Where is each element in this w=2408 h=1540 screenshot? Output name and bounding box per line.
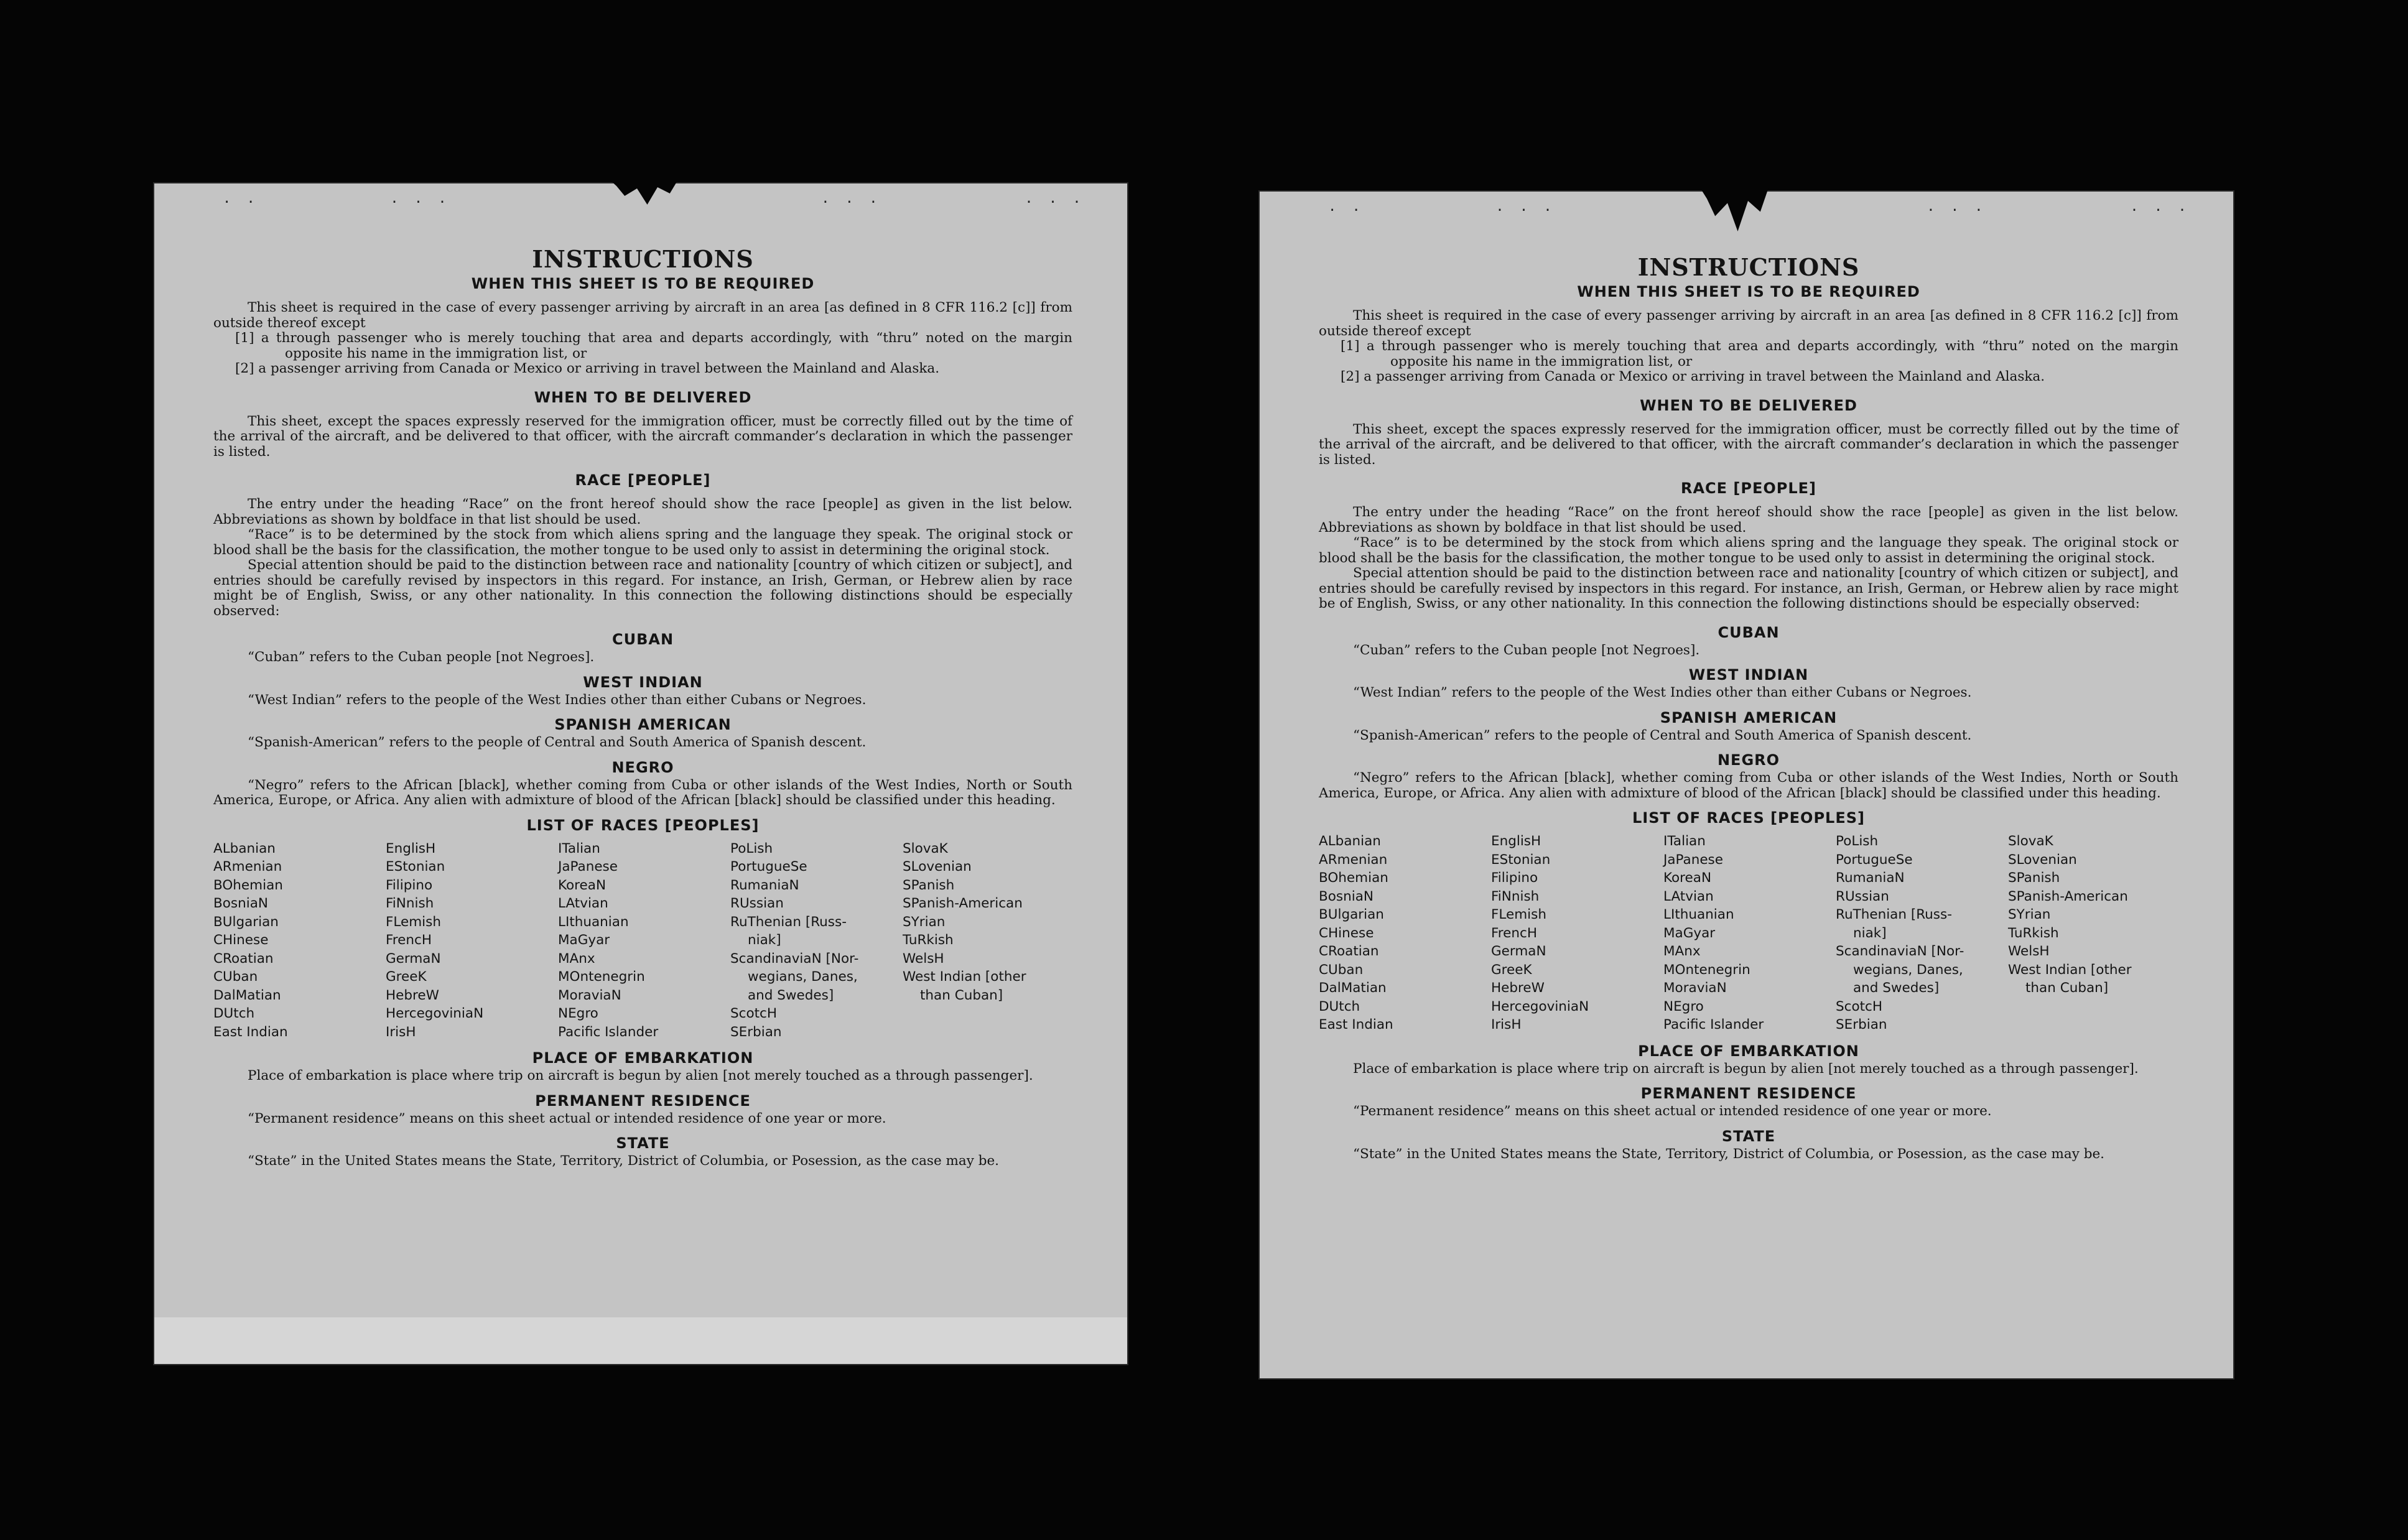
- race-item: FLemish: [1491, 907, 1546, 922]
- race-item: PoLish: [730, 840, 773, 856]
- race-item: FiNnish: [386, 896, 434, 911]
- race-item: PortugueSe: [1836, 851, 1913, 868]
- punch-marks: . . . . . . . . . . .: [223, 191, 1085, 206]
- required-item-1: [1] a through passenger who is merely touching that area and departs accordingly, with “thru” noted on the margin opposite his name in the immigration list, or: [1341, 338, 2178, 369]
- race-item: HebreW: [1491, 980, 1545, 996]
- race-item: MaGyar: [1663, 925, 1716, 941]
- race-item: SLovenian: [2008, 851, 2077, 868]
- heading-west-indian: WEST INDIAN: [583, 673, 703, 691]
- west-indian-text: “West Indian” refers to the people of the West Indies other than either Cubans or Negroes.: [248, 692, 867, 708]
- race-paragraph-1: The entry under the heading “Race” on the front hereof should show the race [people] as given in the list below. Abbreviations as shown by boldface in that list should be used.: [213, 496, 1072, 527]
- embarkation-text: Place of embarkation is place where trip on aircraft is begun by alien [not merely touched as a through passenger].: [248, 1068, 1033, 1083]
- race-item: Filipino: [1491, 870, 1538, 886]
- race-item: LIthuanian: [558, 914, 629, 930]
- race-item: ScandinaviaN [Nor-: [1836, 944, 1964, 959]
- heading-residence: PERMANENT RESIDENCE: [1640, 1085, 1857, 1102]
- race-item: RuThenian [Russ-: [730, 914, 847, 930]
- race-item: SYrian: [903, 914, 946, 930]
- races-column-4: [1836, 832, 2008, 1034]
- race-item: EStonian: [1491, 851, 1551, 868]
- race-item: BUlgarian: [213, 914, 279, 930]
- race-item: ITalian: [558, 840, 600, 856]
- race-item: IrisH: [386, 1024, 416, 1040]
- page-title: INSTRUCTIONS: [532, 245, 754, 273]
- race-item: IrisH: [1491, 1017, 1522, 1032]
- race-item: FiNnish: [1491, 888, 1540, 904]
- race-item: SErbian: [1836, 1017, 1887, 1032]
- race-item: TuRkish: [903, 932, 954, 948]
- cuban-text: “Cuban” refers to the Cuban people [not Negroes].: [1353, 642, 1700, 658]
- heading-spanish-american: SPANISH AMERICAN: [1660, 708, 1838, 726]
- races-column-2: [386, 840, 558, 1042]
- page-title: INSTRUCTIONS: [1637, 253, 1860, 281]
- race-paragraph-1: The entry under the heading “Race” on the front hereof should show the race [people] as given in the list below. Abbreviations as shown by boldface in that list should be used.: [1319, 504, 2178, 536]
- races-column-2: [1491, 832, 1663, 1034]
- race-item: than Cuban]: [920, 987, 1003, 1003]
- race-paragraph-2: “Race” is to be determined by the stock from which aliens spring and the language they speak. The original stock or blood shall be the basis for the classification, the mother tongue to be used only to assist in determining the original stock.: [213, 527, 1072, 558]
- document-page-left: [154, 183, 1127, 1364]
- races-column-3: [558, 840, 730, 1042]
- race-item: KoreaN: [558, 877, 607, 893]
- delivered-text: This sheet, except the spaces expressly reserved for the immigration officer, must be correctly filled out by the time of the arrival of the aircraft, and be delivered to that officer, with the aircraft commander’s declaration in which the passenger is listed.: [1319, 421, 2178, 468]
- race-item: NEgro: [558, 1006, 598, 1021]
- race-item: DalMatian: [213, 987, 281, 1003]
- race-item: CRoatian: [213, 950, 274, 967]
- race-item: SPanish-American: [2008, 888, 2128, 904]
- races-column-1: [1319, 832, 1491, 1034]
- embarkation-text: Place of embarkation is place where trip on aircraft is begun by alien [not merely touched as a through passenger].: [1353, 1060, 2139, 1077]
- race-item: MOntenegrin: [1663, 962, 1750, 978]
- races-column-4: [730, 840, 903, 1042]
- heading-delivered: WHEN TO BE DELIVERED: [1640, 396, 1857, 414]
- heading-spanish-american: SPANISH AMERICAN: [554, 716, 732, 733]
- race-item: CHinese: [1319, 925, 1374, 941]
- required-item-2: [2] a passenger arriving from Canada or Mexico or arriving in travel between the Mainland and Alaska.: [1341, 369, 2045, 384]
- heading-race: RACE [PEOPLE]: [1680, 480, 1817, 497]
- required-intro: This sheet is required in the case of every passenger arriving by aircraft in an area [as defined in 8 CFR 116.2 [c]] from outside thereof except: [1319, 308, 2178, 339]
- required-item-1: [1] a through passenger who is merely touching that area and departs accordingly, with “thru” noted on the margin opposite his name in the immigration list, or: [235, 330, 1072, 361]
- race-item: MoraviaN: [1663, 980, 1727, 996]
- race-item: EnglisH: [386, 840, 436, 856]
- race-item: wegians, Danes,: [1853, 962, 1963, 978]
- race-item: East Indian: [1319, 1017, 1393, 1032]
- race-item: ARmenian: [213, 859, 282, 874]
- spanish-american-text: “Spanish-American” refers to the people of Central and South America of Spanish descent.: [248, 735, 867, 750]
- race-item: PoLish: [1836, 833, 1879, 849]
- race-item: ScotcH: [730, 1006, 778, 1021]
- race-item: ITalian: [1663, 833, 1706, 849]
- race-item: CUban: [213, 969, 258, 985]
- race-paragraph-3: Special attention should be paid to the distinction between race and nationality [country of which citizen or subject], and entries should be carefully revised by inspectors in this regard. For instance, an Irish, German, or Hebrew alien by race might be of English, Swiss, or any other nationality. In this connection the following distinctions should be especially observed:: [213, 557, 1072, 619]
- races-column-5: [903, 840, 1075, 1042]
- race-item: than Cuban]: [2025, 980, 2109, 996]
- race-item: HebreW: [386, 987, 439, 1003]
- race-item: FrencH: [1491, 925, 1538, 941]
- heading-negro: NEGRO: [1717, 751, 1780, 769]
- required-intro: This sheet is required in the case of every passenger arriving by aircraft in an area [as defined in 8 CFR 116.2 [c]] from outside thereof except: [213, 300, 1072, 331]
- race-item: GermaN: [1491, 944, 1546, 959]
- race-item: NEgro: [1663, 998, 1704, 1014]
- document-page-right: [1260, 192, 2233, 1378]
- race-item: SlovaK: [2008, 833, 2053, 849]
- negro-text: “Negro” refers to the African [black], whether coming from Cuba or other islands of the West Indies, North or South America, Europe, or Africa. Any alien with admixture of blood of the African [black] should be classified under this heading.: [213, 777, 1072, 808]
- race-item: Pacific Islander: [1663, 1017, 1764, 1032]
- race-item: BosniaN: [213, 896, 268, 911]
- heading-required: WHEN THIS SHEET IS TO BE REQUIRED: [1577, 283, 1920, 300]
- race-item: SPanish: [903, 877, 955, 893]
- heading-cuban: CUBAN: [1718, 623, 1780, 641]
- race-item: niak]: [1853, 925, 1887, 941]
- race-item: MaGyar: [558, 932, 610, 948]
- race-item: ARmenian: [1319, 851, 1388, 868]
- race-item: MAnx: [1663, 944, 1701, 959]
- race-item: WelsH: [903, 950, 944, 967]
- race-item: CUban: [1319, 962, 1364, 978]
- race-item: and Swedes]: [748, 987, 834, 1003]
- race-item: MOntenegrin: [558, 969, 645, 985]
- race-item: GreeK: [386, 969, 427, 985]
- race-item: SLovenian: [903, 859, 972, 874]
- race-item: HercegoviniaN: [1491, 998, 1589, 1014]
- race-item: DUtch: [1319, 998, 1360, 1014]
- race-item: RUssian: [1836, 888, 1889, 904]
- heading-west-indian: WEST INDIAN: [1688, 666, 1809, 684]
- race-item: ALbanian: [213, 840, 276, 856]
- race-item: BUlgarian: [1319, 907, 1384, 922]
- race-item: RumaniaN: [1836, 870, 1905, 886]
- race-item: ScotcH: [1836, 998, 1883, 1014]
- race-item: DUtch: [213, 1006, 255, 1021]
- race-item: SPanish-American: [903, 896, 1023, 911]
- race-item: EnglisH: [1491, 833, 1541, 849]
- race-item: LAtvian: [558, 896, 608, 911]
- race-item: TuRkish: [2008, 925, 2059, 941]
- race-item: BosniaN: [1319, 888, 1374, 904]
- race-item: niak]: [748, 932, 781, 948]
- races-column-3: [1663, 832, 1836, 1034]
- race-item: JaPanese: [558, 859, 618, 874]
- race-item: West Indian [other: [903, 969, 1026, 985]
- races-list: [1319, 832, 2178, 1034]
- race-paragraph-3: Special attention should be paid to the distinction between race and nationality [country of which citizen or subject], and entries should be carefully revised by inspectors in this regard. For instance, an Irish, German, or Hebrew alien by race might be of English, Swiss, or any other nationality. In this connection the following distinctions should be especially observed:: [1319, 565, 2178, 611]
- race-item: BOhemian: [213, 877, 283, 893]
- race-item: SYrian: [2008, 907, 2051, 922]
- heading-embarkation: PLACE OF EMBARKATION: [1638, 1042, 1859, 1060]
- race-item: Pacific Islander: [558, 1024, 659, 1040]
- race-item: SErbian: [730, 1024, 782, 1040]
- heading-race: RACE [PEOPLE]: [575, 471, 711, 489]
- punch-marks: . . . . . . . . . . .: [1328, 199, 2190, 215]
- west-indian-text: “West Indian” refers to the people of the West Indies other than either Cubans or Negroes.: [1353, 685, 1972, 700]
- race-item: BOhemian: [1319, 870, 1388, 886]
- race-item: JaPanese: [1663, 851, 1723, 868]
- races-column-1: [213, 840, 386, 1042]
- race-item: wegians, Danes,: [748, 969, 858, 985]
- race-paragraph-2: “Race” is to be determined by the stock from which aliens spring and the language they speak. The original stock or blood shall be the basis for the classification, the mother tongue to be used only to assist in determining the original stock.: [1319, 535, 2178, 566]
- negro-text: “Negro” refers to the African [black], whether coming from Cuba or other islands of the West Indies, North or South America, Europe, or Africa. Any alien with admixture of blood of the African [black] should be classified under this heading.: [1319, 770, 2178, 801]
- heading-races-list: LIST OF RACES [PEOPLES]: [1632, 809, 1865, 827]
- race-item: MoraviaN: [558, 987, 621, 1003]
- race-item: CHinese: [213, 932, 269, 948]
- spanish-american-text: “Spanish-American” refers to the people of Central and South America of Spanish descent.: [1353, 727, 1972, 743]
- race-item: WelsH: [2008, 944, 2050, 959]
- race-item: SlovaK: [903, 840, 948, 856]
- instructions-content: [1319, 254, 2178, 1162]
- race-item: SPanish: [2008, 870, 2060, 886]
- heading-races-list: LIST OF RACES [PEOPLES]: [526, 816, 760, 834]
- heading-residence: PERMANENT RESIDENCE: [535, 1092, 751, 1110]
- heading-embarkation: PLACE OF EMBARKATION: [532, 1049, 754, 1067]
- race-item: RuThenian [Russ-: [1836, 907, 1952, 922]
- races-list: [213, 840, 1072, 1042]
- race-item: GermaN: [386, 950, 441, 967]
- state-text: “State” in the United States means the State, Territory, District of Columbia, or Posession, as the case may be.: [248, 1153, 1000, 1169]
- heading-state: STATE: [616, 1134, 670, 1152]
- heading-required: WHEN THIS SHEET IS TO BE REQUIRED: [471, 275, 815, 292]
- heading-state: STATE: [1721, 1127, 1776, 1145]
- race-item: West Indian [other: [2008, 962, 2132, 978]
- race-item: HercegoviniaN: [386, 1006, 484, 1021]
- race-item: RumaniaN: [730, 877, 799, 893]
- race-item: FLemish: [386, 914, 441, 930]
- race-item: GreeK: [1491, 962, 1532, 978]
- race-item: DalMatian: [1319, 980, 1387, 996]
- heading-negro: NEGRO: [611, 758, 674, 776]
- race-item: ALbanian: [1319, 833, 1381, 849]
- state-text: “State” in the United States means the State, Territory, District of Columbia, or Posession, as the case may be.: [1353, 1146, 2105, 1162]
- race-item: MAnx: [558, 950, 595, 967]
- page-bottom-strip: [154, 1317, 1127, 1364]
- race-item: EStonian: [386, 859, 445, 874]
- heading-delivered: WHEN TO BE DELIVERED: [534, 388, 752, 406]
- race-item: East Indian: [213, 1024, 288, 1040]
- cuban-text: “Cuban” refers to the Cuban people [not Negroes].: [248, 649, 595, 665]
- race-item: FrencH: [386, 932, 432, 948]
- instructions-content: [213, 246, 1072, 1169]
- race-item: KoreaN: [1663, 870, 1712, 886]
- race-item: LIthuanian: [1663, 907, 1734, 922]
- required-item-2: [2] a passenger arriving from Canada or Mexico or arriving in travel between the Mainland and Alaska.: [235, 361, 940, 376]
- residence-text: “Permanent residence” means on this sheet actual or intended residence of one year or more.: [1353, 1103, 1992, 1119]
- delivered-text: This sheet, except the spaces expressly reserved for the immigration officer, must be correctly filled out by the time of the arrival of the aircraft, and be delivered to that officer, with the aircraft commander’s declaration in which the passenger is listed.: [213, 413, 1072, 460]
- race-item: CRoatian: [1319, 944, 1379, 959]
- race-item: ScandinaviaN [Nor-: [730, 950, 859, 967]
- residence-text: “Permanent residence” means on this sheet actual or intended residence of one year or more.: [248, 1110, 886, 1126]
- race-item: Filipino: [386, 877, 433, 893]
- race-item: RUssian: [730, 896, 784, 911]
- race-item: and Swedes]: [1853, 980, 1940, 996]
- races-column-5: [2008, 832, 2180, 1034]
- race-item: PortugueSe: [730, 859, 807, 874]
- heading-cuban: CUBAN: [611, 631, 674, 648]
- race-item: LAtvian: [1663, 888, 1714, 904]
